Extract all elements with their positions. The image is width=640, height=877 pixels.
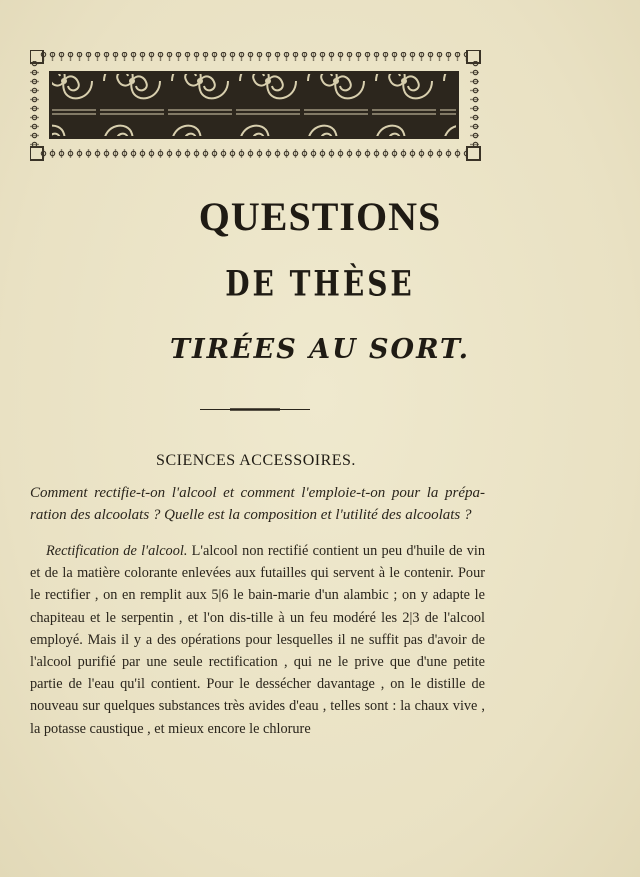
title-de-these: DE THÈSE [225, 262, 415, 305]
paragraph-lead: Rectification de l'alcool. [46, 543, 188, 559]
title-tirees-au-sort: TIRÉES AU SORT. [169, 334, 471, 365]
question-text: Comment rectifie-t-on l'alcool et comment l'emploie-t-on pour la prépa-ration des alcoolats ? Quelle est la composition et l'utilité des alcoolats ? [30, 485, 485, 523]
paragraph-text: L'alcool non rectifié contient un peu d'huile de vin et de la matière colorante enlevées aux futailles qui servent à le contenir. Pour le rectifier , on en remplit aux 5|6 le bain-marie d'un alambic ; on y adapte le chapiteau et le serpentin , et l'on dis-tille à un feu modéré les 2|3 de l'alcool employé. Mais il y a des opérations pour lesquelles il ne suffit pas d'avoir de l'alcool purifié par une seule rectification , qui ne le prive que d'une petite partie de l'eau qu'il contient. Pour le dessécher davantage , on le distille de nouveau sur quelques substances très avides d'eau , telles sont : la chaux vive , la potasse caustique , et mieux encore le chlorure [30, 543, 485, 737]
section-heading: SCIENCES ACCESSOIRES. [156, 452, 356, 469]
title-questions: QUESTIONS [198, 194, 442, 239]
title-divider-rule [200, 408, 310, 411]
decorative-header-ornament [30, 50, 481, 162]
body-paragraph [30, 540, 485, 740]
